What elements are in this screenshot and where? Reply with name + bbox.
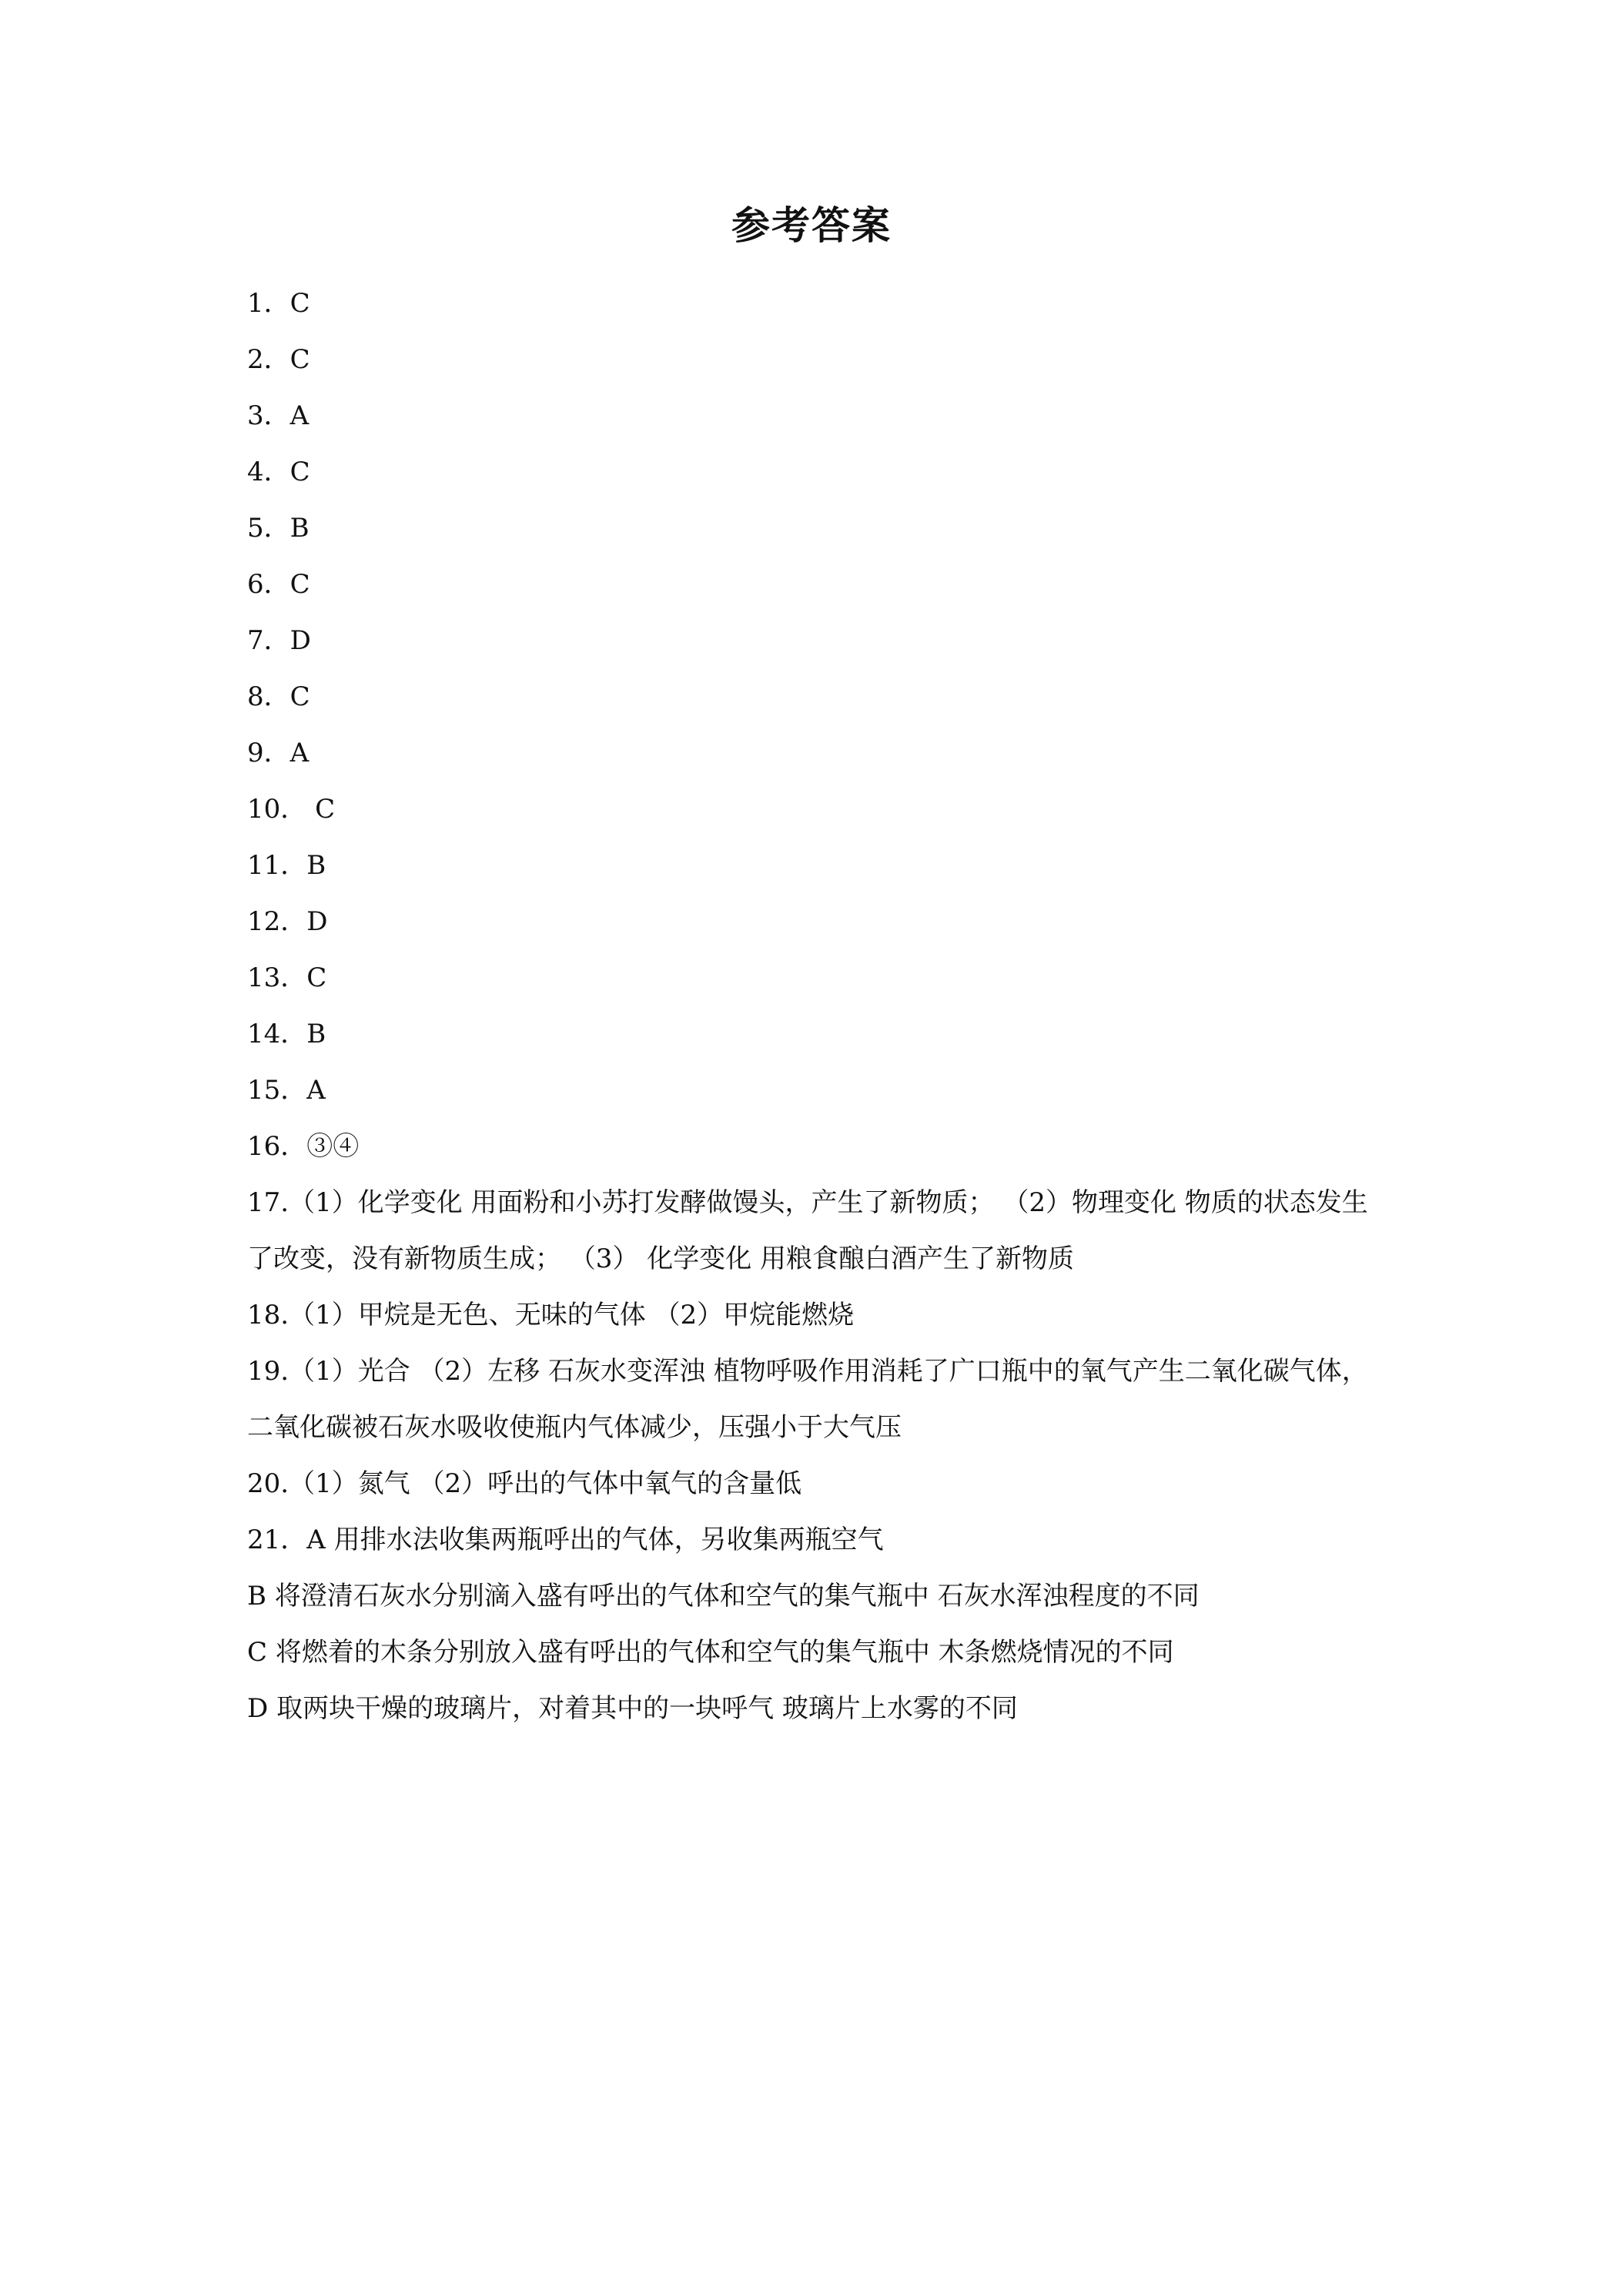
answer-item-21-c: C 将燃着的木条分别放入盛有呼出的气体和空气的集气瓶中 木条燃烧情况的不同 [247, 1637, 1174, 1668]
answer-item-8: 8．C [247, 681, 310, 712]
answer-item-17: 17.（1）化学变化 用面粉和小苏打发酵做馒头，产生了新物质； （2）物理变化 物质的状态发生了改变，没有新物质生成； （3） 化学变化 用粮食酿白酒产生了新物质 [247, 1187, 1368, 1274]
answer-item-15: 15．A [247, 1075, 326, 1106]
answer-item-21-d: D 取两块干燥的玻璃片，对着其中的一块呼气 玻璃片上水雾的不同 [247, 1693, 1018, 1724]
answer-list [247, 276, 1387, 1737]
answer-item-5: 5．B [247, 513, 310, 544]
answer-item-16: 16．③④ [247, 1131, 360, 1162]
answer-item-19: 19.（1）光合 （2）左移 石灰水变浑浊 植物呼吸作用消耗了广口瓶中的氧气产生二氧化碳气体，二氧化碳被石灰水吸收使瓶内气体减少，压强小于大气压 [247, 1356, 1368, 1443]
answer-item-13: 13．C [247, 962, 327, 993]
answer-item-6: 6．C [247, 569, 310, 600]
answer-item-21-a: 21．A 用排水法收集两瓶呼出的气体，另收集两瓶空气 [247, 1525, 884, 1555]
answer-item-12: 12．D [247, 906, 328, 937]
answer-item-21-b: B 将澄清石灰水分别滴入盛有呼出的气体和空气的集气瓶中 石灰水浑浊程度的不同 [247, 1581, 1200, 1612]
answer-item-9: 9．A [247, 738, 310, 768]
answer-item-20: 20.（1）氮气 （2）呼出的气体中氧气的含量低 [247, 1468, 802, 1499]
answer-item-4: 4．C [247, 457, 310, 487]
answer-item-1: 1．C [247, 288, 310, 319]
page-title: 参考答案 [731, 202, 892, 248]
answer-item-18: 18.（1）甲烷是无色、无味的气体 （2）甲烷能燃烧 [247, 1300, 855, 1330]
answer-item-3: 3．A [247, 400, 310, 431]
answer-item-10: 10． C [247, 794, 336, 825]
answer-item-11: 11．B [247, 850, 326, 881]
answer-item-2: 2．C [247, 344, 310, 375]
answer-item-7: 7．D [247, 625, 311, 656]
answer-item-14: 14．B [247, 1019, 326, 1049]
